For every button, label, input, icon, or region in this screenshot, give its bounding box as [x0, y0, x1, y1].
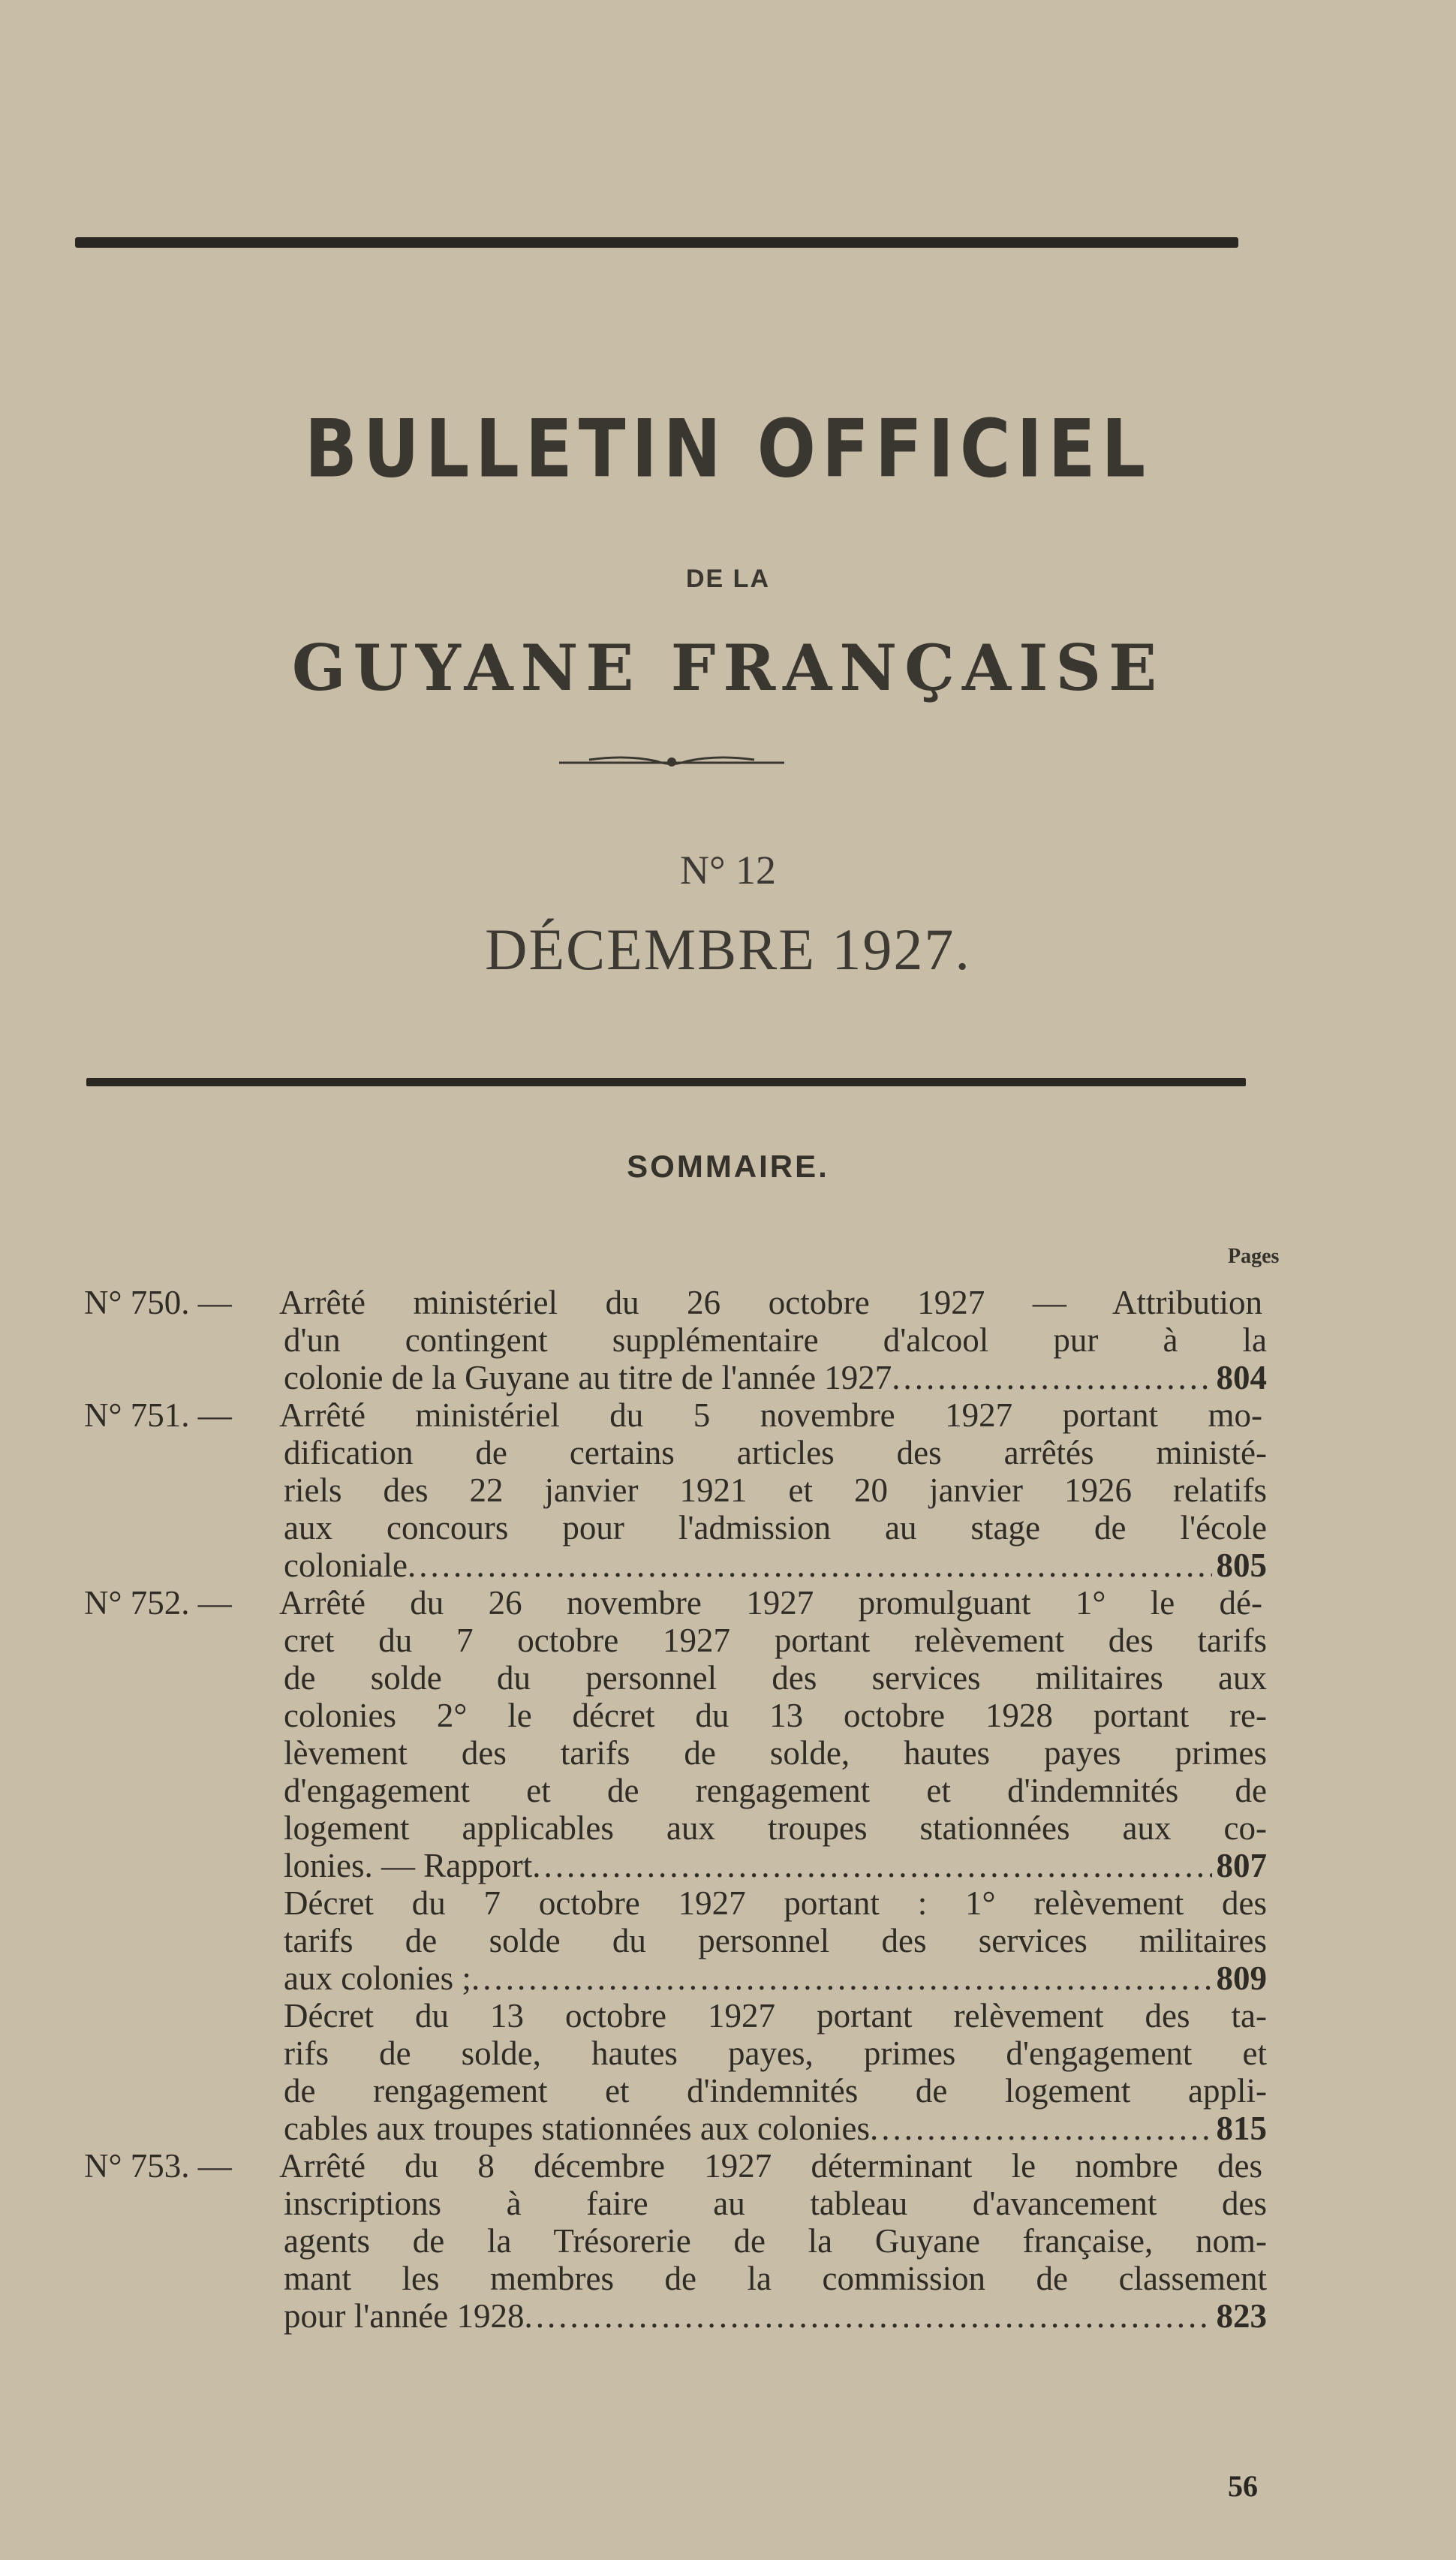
entry-page: 805 — [1216, 1547, 1267, 1584]
issue-number: N° 12 — [679, 848, 777, 893]
entry-last-line — [284, 2297, 1267, 2335]
entry-last-line — [284, 1547, 1267, 1584]
sub-entry-page: 815 — [1216, 2110, 1267, 2147]
bulletin-title: BULLETIN OFFICIEL — [304, 402, 1152, 496]
entry-line: de solde du personnel des services militaires aux — [284, 1659, 1267, 1697]
sub-entry-last-line — [284, 2110, 1267, 2147]
entry-page: 807 — [1216, 1847, 1267, 1884]
title-connector: DE LA — [686, 565, 770, 593]
entry-line: cret du 7 octobre 1927 portant relèvement des tarifs — [284, 1622, 1267, 1659]
entry-line: logement applicables aux troupes stationnées aux co- — [284, 1809, 1267, 1847]
entry-line: colonie de la Guyane au titre de l'année 1927 — [284, 1359, 892, 1396]
entry-number: N° 753. — — [84, 2147, 232, 2185]
dot-leader — [892, 1359, 1211, 1396]
entry-line: d'engagement et de rengagement et d'indemnités de — [284, 1772, 1267, 1809]
entry-line: lèvement des tarifs de solde, hautes payes primes — [284, 1734, 1267, 1772]
entry-last-line — [284, 1847, 1267, 1884]
toc-entry-752 — [84, 1584, 1267, 2147]
sub-entry-line: Décret du 7 octobre 1927 portant : 1° relèvement des — [284, 1884, 1267, 1922]
entry-line: coloniale — [284, 1547, 408, 1584]
entry-line: Arrêté du 26 novembre 1927 promulguant 1° le dé- — [279, 1584, 1262, 1622]
sub-entry-line: rifs de solde, hautes payes, primes d'engagement et — [284, 2034, 1267, 2072]
entry-line: pour l'année 1928 — [284, 2297, 525, 2335]
pages-column-label: Pages — [1228, 1245, 1280, 1268]
entry-line: Arrêté ministériel du 5 novembre 1927 portant mo- — [279, 1396, 1262, 1434]
entry-line: inscriptions à faire au tableau d'avancement des — [284, 2185, 1267, 2222]
entry-page: 823 — [1216, 2297, 1267, 2335]
entry-line: Arrêté ministériel du 26 octobre 1927 — Attribution — [279, 1284, 1262, 1321]
entry-line: riels des 22 janvier 1921 et 20 janvier 1926 relatifs — [284, 1471, 1267, 1509]
colony-title: GUYANE FRANÇAISE — [291, 631, 1165, 705]
entry-line: lonies. — Rapport — [284, 1847, 533, 1884]
dot-leader — [408, 1547, 1212, 1584]
entry-number: N° 752. — — [84, 1584, 232, 1622]
toc-entry-753 — [84, 2147, 1267, 2335]
sommaire-heading: SOMMAIRE. — [627, 1149, 829, 1184]
entry-line: dification de certains articles des arrêtés ministé- — [284, 1434, 1267, 1471]
entry-line: mant les membres de la commission de classement — [284, 2260, 1267, 2297]
page-number: 56 — [1228, 2469, 1258, 2503]
entry-line: Arrêté du 8 décembre 1927 déterminant le nombre des — [279, 2147, 1262, 2185]
issue-date: DÉCEMBRE 1927. — [485, 917, 971, 982]
sub-entry-line: tarifs de solde du personnel des services militaires — [284, 1922, 1267, 1959]
entry-line: aux concours pour l'admission au stage de l'école — [284, 1509, 1267, 1547]
dot-leader — [525, 2297, 1212, 2335]
middle-rule — [86, 1078, 1246, 1086]
sub-entry-line: Décret du 13 octobre 1927 portant relèvement des ta- — [284, 1997, 1267, 2034]
entry-line: colonies 2° le décret du 13 octobre 1928 portant re- — [284, 1697, 1267, 1734]
dot-leader — [532, 1847, 1211, 1884]
toc-entry-750 — [84, 1284, 1267, 1396]
top-rule — [75, 237, 1238, 248]
sub-entry-line: de rengagement et d'indemnités de logement appli- — [284, 2072, 1267, 2110]
sub-entry-line: cables aux troupes stationnées aux colonies — [284, 2110, 871, 2147]
dot-leader — [471, 1959, 1212, 1997]
table-of-contents — [84, 1284, 1267, 2335]
sub-entry-line: aux colonies ; — [284, 1959, 471, 1997]
entry-page: 804 — [1216, 1359, 1267, 1396]
sub-entry-page: 809 — [1216, 1959, 1267, 1997]
dot-leader — [870, 2110, 1211, 2147]
entry-line: d'un contingent supplémentaire d'alcool pur à la — [284, 1321, 1267, 1359]
entry-last-line — [284, 1359, 1267, 1396]
toc-entry-751 — [84, 1396, 1267, 1584]
entry-number: N° 751. — — [84, 1396, 232, 1434]
entry-line: agents de la Trésorerie de la Guyane française, nom- — [284, 2222, 1267, 2260]
sub-entry-last-line — [284, 1959, 1267, 1997]
ornament-divider-icon — [559, 753, 784, 771]
entry-number: N° 750. — — [84, 1284, 232, 1321]
